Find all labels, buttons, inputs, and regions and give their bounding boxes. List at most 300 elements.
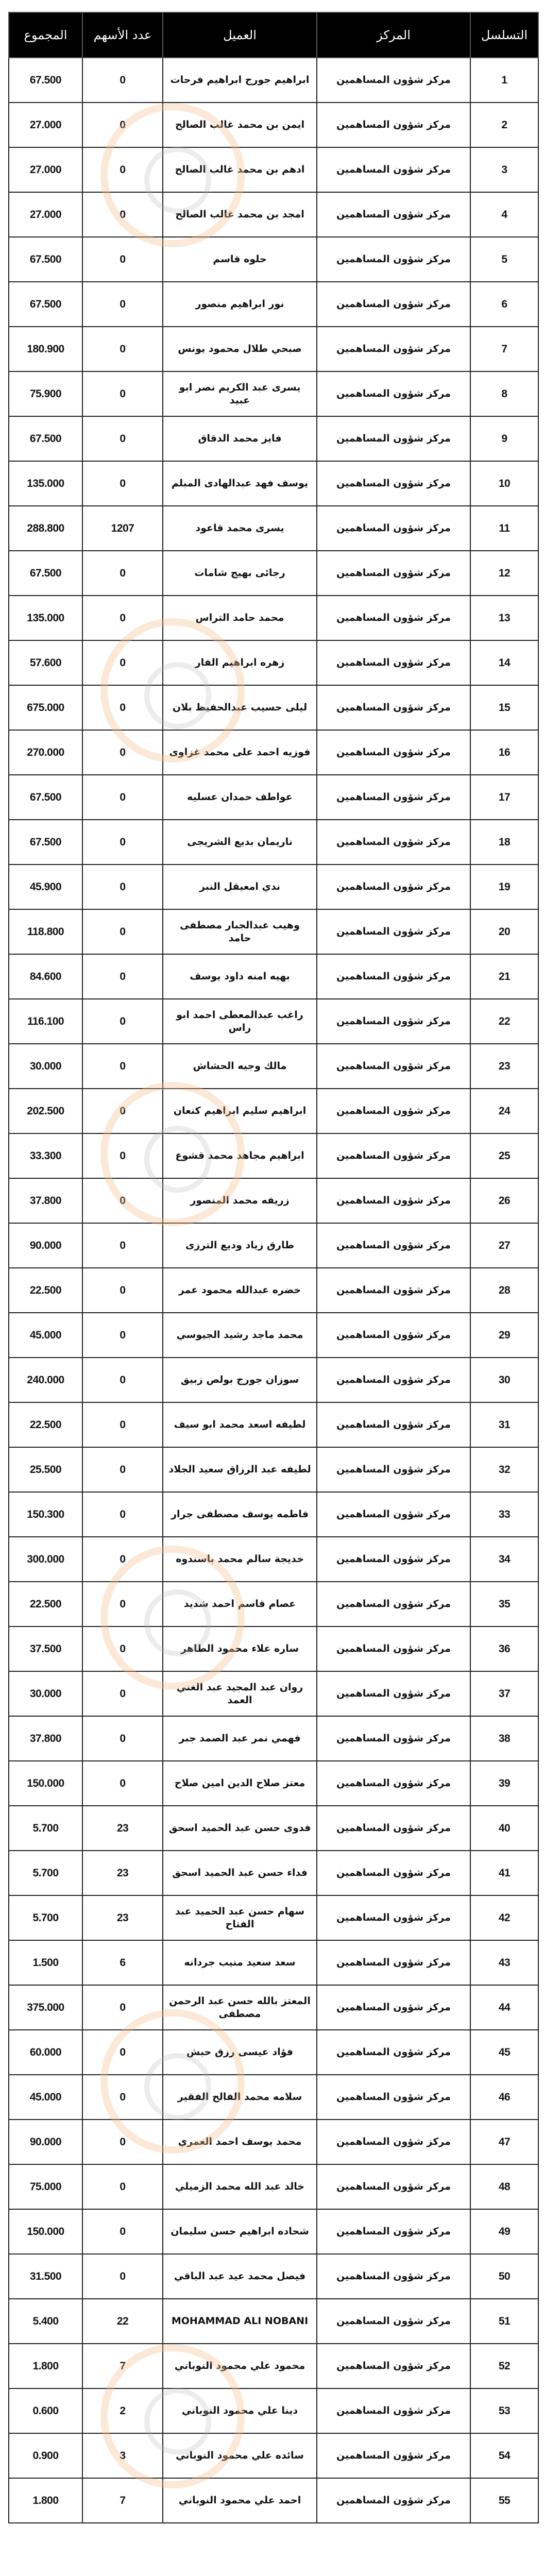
- cell-center: مركز شؤون المساهمين: [317, 461, 470, 506]
- cell-center: مركز شؤون المساهمين: [317, 2433, 470, 2478]
- cell-shares: 0: [82, 1223, 163, 1268]
- cell-center: مركز شؤون المساهمين: [317, 865, 470, 909]
- cell-client: محمود علي محمود النوباني: [163, 2344, 317, 2388]
- cell-total: 30.000: [9, 1671, 82, 1716]
- cell-serial: 13: [470, 596, 538, 640]
- cell-shares: 0: [82, 58, 163, 103]
- table-row: [9, 147, 538, 192]
- cell-total: 0.900: [9, 2433, 82, 2478]
- cell-shares: 0: [82, 1133, 163, 1178]
- cell-shares: 0: [82, 730, 163, 775]
- cell-shares: 0: [82, 1985, 163, 2030]
- cell-serial: 11: [470, 506, 538, 551]
- cell-client: بهيه امنه داود يوسف: [163, 954, 317, 999]
- cell-serial: 42: [470, 1895, 538, 1940]
- cell-shares: 0: [82, 1178, 163, 1223]
- table-row: [9, 1985, 538, 2030]
- cell-client: سلامه محمد الفالح الفقير: [163, 2075, 317, 2120]
- cell-client: MOHAMMAD ALI NOBANI: [163, 2299, 317, 2344]
- table-row: [9, 1806, 538, 1851]
- cell-serial: 10: [470, 461, 538, 506]
- table-row: [9, 1044, 538, 1089]
- cell-shares: 0: [82, 1358, 163, 1402]
- cell-total: 240.000: [9, 1358, 82, 1402]
- cell-total: 67.500: [9, 551, 82, 596]
- cell-shares: 7: [82, 2478, 163, 2523]
- cell-serial: 19: [470, 865, 538, 909]
- cell-center: مركز شؤون المساهمين: [317, 551, 470, 596]
- cell-center: مركز شؤون المساهمين: [317, 1761, 470, 1806]
- table-row: [9, 1402, 538, 1447]
- cell-total: 25.500: [9, 1447, 82, 1492]
- cell-shares: 0: [82, 2120, 163, 2164]
- cell-center: مركز شؤون المساهمين: [317, 147, 470, 192]
- cell-center: مركز شؤون المساهمين: [317, 2164, 470, 2209]
- cell-client: زريفه محمد المنصور: [163, 1178, 317, 1223]
- cell-total: 180.900: [9, 327, 82, 371]
- cell-center: مركز شؤون المساهمين: [317, 1089, 470, 1133]
- cell-total: 27.000: [9, 147, 82, 192]
- cell-client: ادهم بن محمد غالب الصالح: [163, 147, 317, 192]
- cell-shares: 23: [82, 1851, 163, 1895]
- table-row: [9, 551, 538, 596]
- cell-client: صبحي طلال محمود يونس: [163, 327, 317, 371]
- cell-shares: 0: [82, 820, 163, 865]
- cell-total: 1.800: [9, 2344, 82, 2388]
- cell-center: مركز شؤون المساهمين: [317, 2388, 470, 2433]
- cell-serial: 44: [470, 1985, 538, 2030]
- header-shares: عدد الأسهم: [82, 12, 163, 58]
- cell-total: 31.500: [9, 2254, 82, 2299]
- cell-client: ليلى حسيب عبدالحفيظ بلان: [163, 685, 317, 730]
- cell-shares: 2: [82, 2388, 163, 2433]
- cell-serial: 47: [470, 2120, 538, 2164]
- table-row: [9, 1133, 538, 1178]
- cell-center: مركز شؤون المساهمين: [317, 371, 470, 416]
- cell-shares: 0: [82, 1492, 163, 1537]
- cell-total: 67.500: [9, 775, 82, 820]
- cell-shares: 3: [82, 2433, 163, 2478]
- cell-client: يسرى عبد الكريم نصر ابو عبيد: [163, 371, 317, 416]
- cell-client: مالك وجيه الحشاش: [163, 1044, 317, 1089]
- table-row: [9, 999, 538, 1044]
- cell-client: طارق زياد وديع الترزى: [163, 1223, 317, 1268]
- table-row: [9, 237, 538, 282]
- cell-total: 150.300: [9, 1492, 82, 1537]
- cell-client: امجد بن محمد غالب الصالح: [163, 192, 317, 237]
- cell-client: نور ابراهيم منصور: [163, 282, 317, 327]
- cell-center: مركز شؤون المساهمين: [317, 775, 470, 820]
- cell-serial: 53: [470, 2388, 538, 2433]
- cell-shares: 22: [82, 2299, 163, 2344]
- cell-total: 135.000: [9, 596, 82, 640]
- cell-total: 90.000: [9, 1223, 82, 1268]
- cell-center: مركز شؤون المساهمين: [317, 1806, 470, 1851]
- table-row: [9, 640, 538, 685]
- cell-shares: 0: [82, 1089, 163, 1133]
- cell-client: خضره عبدالله محمود عمر: [163, 1268, 317, 1313]
- table-row: [9, 103, 538, 147]
- cell-center: مركز شؤون المساهمين: [317, 1133, 470, 1178]
- cell-shares: 0: [82, 327, 163, 371]
- cell-client: محمد حامد التراس: [163, 596, 317, 640]
- cell-client: احمد علي محمود النوباني: [163, 2478, 317, 2523]
- cell-center: مركز شؤون المساهمين: [317, 1223, 470, 1268]
- cell-serial: 24: [470, 1089, 538, 1133]
- cell-serial: 9: [470, 416, 538, 461]
- cell-shares: 0: [82, 2030, 163, 2075]
- cell-serial: 41: [470, 1851, 538, 1895]
- cell-shares: 0: [82, 2254, 163, 2299]
- cell-shares: 0: [82, 1402, 163, 1447]
- cell-center: مركز شؤون المساهمين: [317, 103, 470, 147]
- cell-serial: 28: [470, 1268, 538, 1313]
- cell-serial: 20: [470, 909, 538, 954]
- cell-shares: 0: [82, 1716, 163, 1761]
- cell-shares: 0: [82, 954, 163, 999]
- cell-serial: 52: [470, 2344, 538, 2388]
- cell-serial: 50: [470, 2254, 538, 2299]
- cell-shares: 0: [82, 1537, 163, 1582]
- cell-client: زهره ابراهيم الفار: [163, 640, 317, 685]
- cell-total: 22.500: [9, 1268, 82, 1313]
- cell-shares: 0: [82, 2164, 163, 2209]
- cell-total: 84.600: [9, 954, 82, 999]
- cell-total: 33.300: [9, 1133, 82, 1178]
- cell-center: مركز شؤون المساهمين: [317, 1492, 470, 1537]
- cell-client: يسرى محمد قاعود: [163, 506, 317, 551]
- cell-center: مركز شؤون المساهمين: [317, 640, 470, 685]
- cell-serial: 25: [470, 1133, 538, 1178]
- shareholders-table: [8, 12, 539, 2523]
- cell-center: مركز شؤون المساهمين: [317, 730, 470, 775]
- cell-shares: 0: [82, 1582, 163, 1626]
- cell-client: يوسف فهد عبدالهادى المبلم: [163, 461, 317, 506]
- cell-shares: 0: [82, 775, 163, 820]
- cell-serial: 1: [470, 58, 538, 103]
- cell-center: مركز شؤون المساهمين: [317, 1626, 470, 1671]
- table-row: [9, 282, 538, 327]
- cell-total: 37.800: [9, 1716, 82, 1761]
- table-row: [9, 596, 538, 640]
- cell-center: مركز شؤون المساهمين: [317, 237, 470, 282]
- table-row: [9, 2254, 538, 2299]
- cell-total: 375.000: [9, 1985, 82, 2030]
- cell-center: مركز شؤون المساهمين: [317, 685, 470, 730]
- table-row: [9, 1851, 538, 1895]
- cell-serial: 3: [470, 147, 538, 192]
- cell-client: وهيب عبدالجبار مصطفى حامد: [163, 909, 317, 954]
- table-row: [9, 2299, 538, 2344]
- cell-client: ناريمان بديع الشريجى: [163, 820, 317, 865]
- cell-client: فوزيه احمد على محمد غزاوى: [163, 730, 317, 775]
- table-row: [9, 1089, 538, 1133]
- cell-total: 118.800: [9, 909, 82, 954]
- cell-shares: 0: [82, 1313, 163, 1358]
- cell-client: سهام حسن عبد الحميد عبد الفتاح: [163, 1895, 317, 1940]
- table-row: [9, 192, 538, 237]
- cell-client: حلوه قاسم: [163, 237, 317, 282]
- table-row: [9, 2344, 538, 2388]
- cell-center: مركز شؤون المساهمين: [317, 2120, 470, 2164]
- table-row: [9, 1582, 538, 1626]
- cell-center: مركز شؤون المساهمين: [317, 1671, 470, 1716]
- cell-client: فؤاد عيسى رزق حبش: [163, 2030, 317, 2075]
- header-client: العميل: [163, 12, 317, 58]
- table-row: [9, 58, 538, 103]
- cell-shares: 0: [82, 192, 163, 237]
- cell-total: 67.500: [9, 58, 82, 103]
- cell-shares: 0: [82, 596, 163, 640]
- cell-serial: 27: [470, 1223, 538, 1268]
- cell-serial: 22: [470, 999, 538, 1044]
- cell-center: مركز شؤون المساهمين: [317, 2030, 470, 2075]
- cell-total: 202.500: [9, 1089, 82, 1133]
- cell-center: مركز شؤون المساهمين: [317, 2075, 470, 2120]
- cell-serial: 18: [470, 820, 538, 865]
- cell-total: 300.000: [9, 1537, 82, 1582]
- cell-serial: 17: [470, 775, 538, 820]
- cell-serial: 40: [470, 1806, 538, 1851]
- table-row: [9, 1671, 538, 1716]
- cell-client: سعد سعيد منيب جردانه: [163, 1940, 317, 1985]
- cell-client: شحاده ابراهيم حسن سليمان: [163, 2209, 317, 2254]
- cell-shares: 0: [82, 1671, 163, 1716]
- cell-total: 5.400: [9, 2299, 82, 2344]
- table-header-row: [9, 12, 538, 58]
- table-row: [9, 909, 538, 954]
- table-row: [9, 685, 538, 730]
- cell-serial: 21: [470, 954, 538, 999]
- cell-serial: 33: [470, 1492, 538, 1537]
- cell-center: مركز شؤون المساهمين: [317, 2254, 470, 2299]
- cell-client: فيصل محمد عيد عبد الباقي: [163, 2254, 317, 2299]
- cell-center: مركز شؤون المساهمين: [317, 327, 470, 371]
- cell-client: ساره علاء محمود الطاهر: [163, 1626, 317, 1671]
- cell-serial: 39: [470, 1761, 538, 1806]
- cell-shares: 0: [82, 551, 163, 596]
- cell-center: مركز شؤون المساهمين: [317, 506, 470, 551]
- cell-total: 90.000: [9, 2120, 82, 2164]
- cell-serial: 37: [470, 1671, 538, 1716]
- cell-serial: 36: [470, 1626, 538, 1671]
- table-row: [9, 2120, 538, 2164]
- cell-client: فاطمه يوسف مصطفى جرار: [163, 1492, 317, 1537]
- table-row: [9, 1447, 538, 1492]
- cell-shares: 23: [82, 1895, 163, 1940]
- table-row: [9, 1626, 538, 1671]
- cell-serial: 46: [470, 2075, 538, 2120]
- cell-serial: 5: [470, 237, 538, 282]
- cell-client: فدوى حسن عبد الحميد اسحق: [163, 1806, 317, 1851]
- cell-shares: 7: [82, 2344, 163, 2388]
- cell-total: 45.000: [9, 2075, 82, 2120]
- cell-center: مركز شؤون المساهمين: [317, 1447, 470, 1492]
- cell-total: 37.500: [9, 1626, 82, 1671]
- cell-center: مركز شؤون المساهمين: [317, 909, 470, 954]
- cell-center: مركز شؤون المساهمين: [317, 1985, 470, 2030]
- cell-serial: 48: [470, 2164, 538, 2209]
- cell-total: 5.700: [9, 1851, 82, 1895]
- cell-center: مركز شؤون المساهمين: [317, 1268, 470, 1313]
- table-row: [9, 1358, 538, 1402]
- cell-shares: 0: [82, 640, 163, 685]
- cell-serial: 30: [470, 1358, 538, 1402]
- cell-center: مركز شؤون المساهمين: [317, 2478, 470, 2523]
- table-row: [9, 2164, 538, 2209]
- cell-shares: 0: [82, 865, 163, 909]
- cell-total: 150.000: [9, 2209, 82, 2254]
- cell-center: مركز شؤون المساهمين: [317, 1582, 470, 1626]
- cell-client: ابراهيم سليم ابراهيم كنعان: [163, 1089, 317, 1133]
- cell-center: مركز شؤون المساهمين: [317, 820, 470, 865]
- cell-shares: 0: [82, 909, 163, 954]
- cell-center: مركز شؤون المساهمين: [317, 1716, 470, 1761]
- cell-total: 75.000: [9, 2164, 82, 2209]
- cell-total: 67.500: [9, 820, 82, 865]
- cell-total: 67.500: [9, 416, 82, 461]
- cell-center: مركز شؤون المساهمين: [317, 2299, 470, 2344]
- cell-serial: 6: [470, 282, 538, 327]
- cell-shares: 0: [82, 2209, 163, 2254]
- cell-serial: 23: [470, 1044, 538, 1089]
- cell-center: مركز شؤون المساهمين: [317, 58, 470, 103]
- cell-shares: 23: [82, 1806, 163, 1851]
- cell-serial: 55: [470, 2478, 538, 2523]
- cell-serial: 43: [470, 1940, 538, 1985]
- cell-center: مركز شؤون المساهمين: [317, 2209, 470, 2254]
- cell-client: خالد عبد الله محمد الزميلي: [163, 2164, 317, 2209]
- cell-total: 5.700: [9, 1895, 82, 1940]
- cell-serial: 16: [470, 730, 538, 775]
- cell-shares: 0: [82, 237, 163, 282]
- cell-total: 5.700: [9, 1806, 82, 1851]
- cell-total: 67.500: [9, 282, 82, 327]
- cell-serial: 2: [470, 103, 538, 147]
- cell-shares: 6: [82, 1940, 163, 1985]
- cell-client: رجائى بهيج شامات: [163, 551, 317, 596]
- cell-center: مركز شؤون المساهمين: [317, 1851, 470, 1895]
- cell-serial: 34: [470, 1537, 538, 1582]
- cell-client: لطيفه اسعد محمد ابو سيف: [163, 1402, 317, 1447]
- cell-center: مركز شؤون المساهمين: [317, 1358, 470, 1402]
- cell-center: مركز شؤون المساهمين: [317, 1895, 470, 1940]
- cell-center: مركز شؤون المساهمين: [317, 416, 470, 461]
- table-row: [9, 865, 538, 909]
- cell-serial: 4: [470, 192, 538, 237]
- cell-total: 675.000: [9, 685, 82, 730]
- cell-total: 45.900: [9, 865, 82, 909]
- cell-total: 22.500: [9, 1402, 82, 1447]
- table-row: [9, 2478, 538, 2523]
- cell-shares: 0: [82, 282, 163, 327]
- cell-serial: 7: [470, 327, 538, 371]
- cell-shares: 0: [82, 999, 163, 1044]
- cell-client: ابراهيم جورج ابراهيم فرحات: [163, 58, 317, 103]
- cell-shares: 0: [82, 1268, 163, 1313]
- cell-center: مركز شؤون المساهمين: [317, 1940, 470, 1985]
- cell-client: ندي امعيقل النبر: [163, 865, 317, 909]
- cell-shares: 0: [82, 103, 163, 147]
- cell-shares: 0: [82, 685, 163, 730]
- cell-total: 116.100: [9, 999, 82, 1044]
- cell-shares: 0: [82, 371, 163, 416]
- cell-total: 150.000: [9, 1761, 82, 1806]
- table-row: [9, 2433, 538, 2478]
- table-row: [9, 416, 538, 461]
- cell-serial: 49: [470, 2209, 538, 2254]
- table-row: [9, 1716, 538, 1761]
- table-row: [9, 954, 538, 999]
- table-row: [9, 327, 538, 371]
- cell-center: مركز شؤون المساهمين: [317, 954, 470, 999]
- cell-shares: 0: [82, 1044, 163, 1089]
- cell-serial: 8: [470, 371, 538, 416]
- table-body: [9, 58, 538, 2523]
- cell-total: 22.500: [9, 1582, 82, 1626]
- cell-serial: 31: [470, 1402, 538, 1447]
- cell-center: مركز شؤون المساهمين: [317, 282, 470, 327]
- cell-center: مركز شؤون المساهمين: [317, 1537, 470, 1582]
- header-serial: التسلسل: [470, 12, 538, 58]
- cell-serial: 15: [470, 685, 538, 730]
- cell-client: محمد ماجد رشيد الجيوسي: [163, 1313, 317, 1358]
- table-row: [9, 820, 538, 865]
- cell-serial: 51: [470, 2299, 538, 2344]
- cell-center: مركز شؤون المساهمين: [317, 1402, 470, 1447]
- table-row: [9, 461, 538, 506]
- table-row: [9, 1895, 538, 1940]
- cell-client: سائده علي محمود النوباني: [163, 2433, 317, 2478]
- table-row: [9, 1492, 538, 1537]
- cell-client: راغب عبدالمعطى احمد ابو راس: [163, 999, 317, 1044]
- cell-client: فايز محمد الدقاق: [163, 416, 317, 461]
- cell-client: عواطف حمدان عسليه: [163, 775, 317, 820]
- cell-shares: 1207: [82, 506, 163, 551]
- cell-client: ايمن بن محمد غالب الصالح: [163, 103, 317, 147]
- cell-total: 30.000: [9, 1044, 82, 1089]
- table-row: [9, 2030, 538, 2075]
- cell-serial: 38: [470, 1716, 538, 1761]
- table-row: [9, 1223, 538, 1268]
- cell-serial: 26: [470, 1178, 538, 1223]
- cell-total: 57.600: [9, 640, 82, 685]
- cell-total: 0.600: [9, 2388, 82, 2433]
- cell-shares: 0: [82, 461, 163, 506]
- cell-client: خديجة سالم محمد باسندوه: [163, 1537, 317, 1582]
- cell-center: مركز شؤون المساهمين: [317, 1044, 470, 1089]
- cell-total: 1.800: [9, 2478, 82, 2523]
- cell-total: 288.800: [9, 506, 82, 551]
- cell-client: فداء حسن عبد الحميد اسحق: [163, 1851, 317, 1895]
- cell-total: 27.000: [9, 103, 82, 147]
- cell-client: ابراهيم مجاهد محمد قشوع: [163, 1133, 317, 1178]
- cell-total: 37.800: [9, 1178, 82, 1223]
- cell-client: لطيفه عبد الرزاق سعيد الجلاد: [163, 1447, 317, 1492]
- table-row: [9, 1178, 538, 1223]
- cell-total: 270.000: [9, 730, 82, 775]
- table-row: [9, 371, 538, 416]
- cell-shares: 0: [82, 1626, 163, 1671]
- cell-serial: 29: [470, 1313, 538, 1358]
- table-row: [9, 730, 538, 775]
- table-row: [9, 1940, 538, 1985]
- cell-serial: 35: [470, 1582, 538, 1626]
- cell-center: مركز شؤون المساهمين: [317, 192, 470, 237]
- cell-center: مركز شؤون المساهمين: [317, 2344, 470, 2388]
- cell-client: سوزان جورج بولص زبيق: [163, 1358, 317, 1402]
- cell-total: 67.500: [9, 237, 82, 282]
